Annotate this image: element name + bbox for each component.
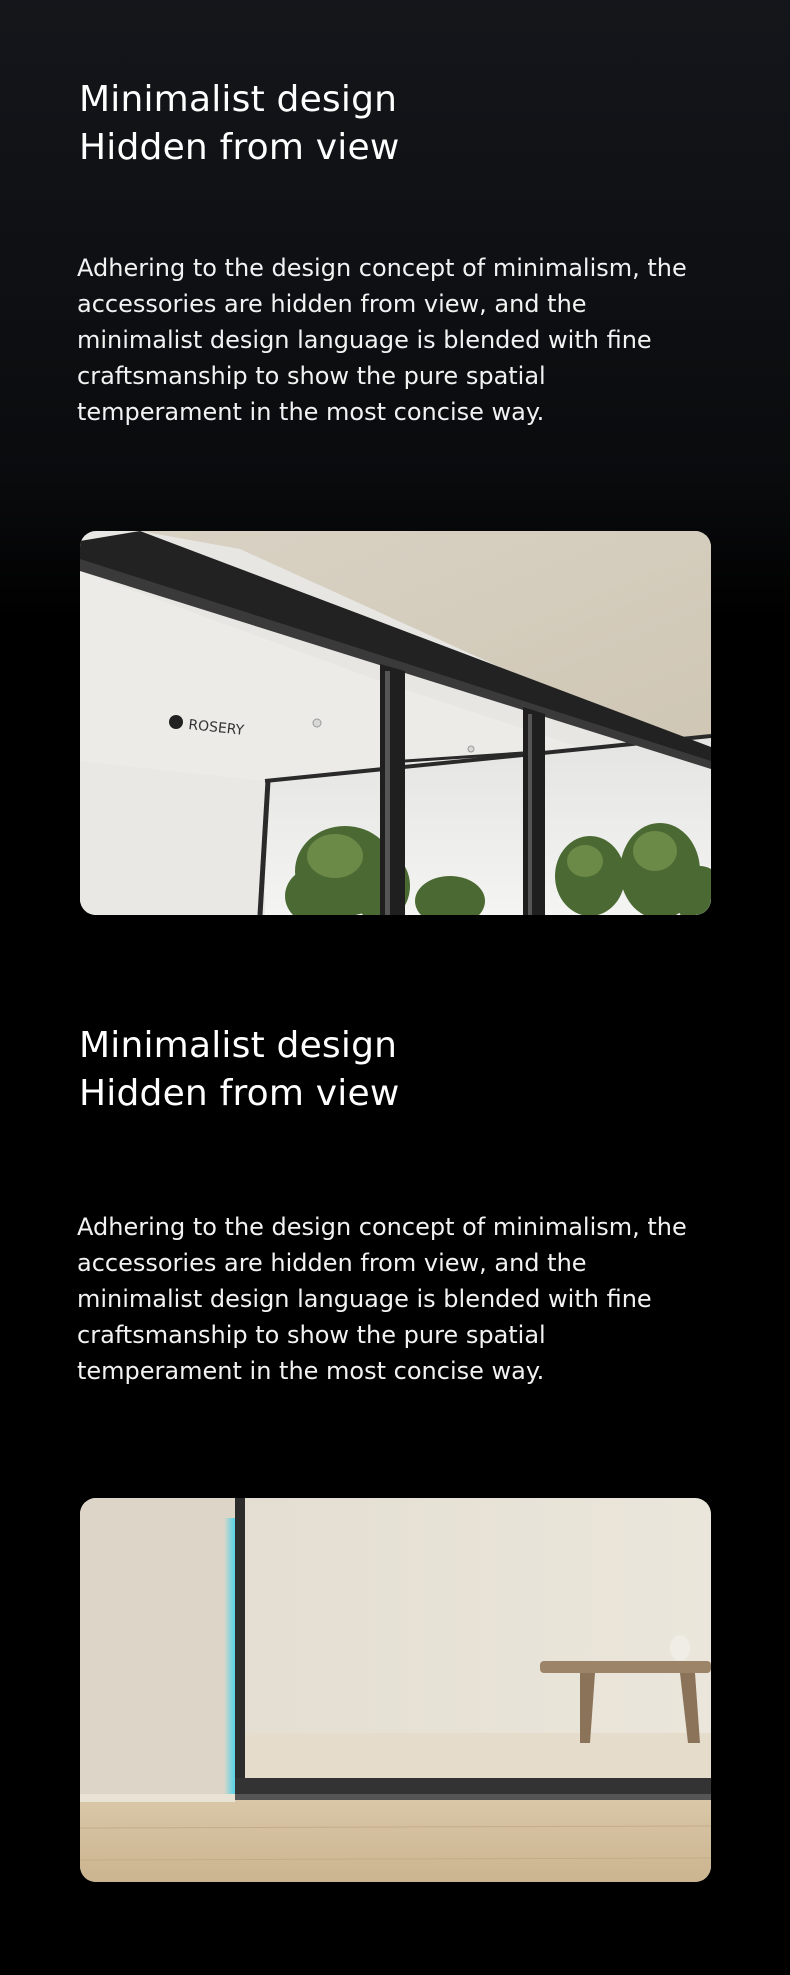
- description-line: minimalist design language is blended with fine: [77, 1285, 652, 1313]
- rosery-logo-mark: [169, 715, 183, 729]
- section-heading: [79, 76, 400, 172]
- sliding-door-floor-photo: [80, 1498, 711, 1882]
- brand-logo-text: ROSERY: [187, 717, 245, 739]
- section-heading: [79, 1022, 400, 1118]
- description-line: accessories are hidden from view, and the: [77, 290, 587, 318]
- ceiling-track-illustration: [80, 531, 711, 915]
- description-line: minimalist design language is blended with fine: [77, 326, 652, 354]
- heading-line-2: Hidden from view: [79, 1073, 400, 1114]
- description-line: temperament in the most concise way.: [77, 1357, 545, 1385]
- description-line: craftsmanship to show the pure spatial: [77, 1321, 546, 1349]
- heading-line-1: Minimalist design: [79, 79, 398, 120]
- description-line: Adhering to the design concept of minimalism, the: [77, 1213, 687, 1241]
- section-description: [77, 1209, 717, 1389]
- feature-section-1: [0, 0, 790, 960]
- description-line: Adhering to the design concept of minimalism, the: [77, 254, 687, 282]
- feature-section-2: [0, 950, 790, 1975]
- floor-track-illustration: [80, 1498, 711, 1882]
- description-line: temperament in the most concise way.: [77, 398, 545, 426]
- heading-line-2: Hidden from view: [79, 127, 400, 168]
- heading-line-1: Minimalist design: [79, 1025, 398, 1066]
- sliding-door-ceiling-photo: [80, 531, 711, 915]
- description-line: accessories are hidden from view, and the: [77, 1249, 587, 1277]
- section-description: [77, 250, 717, 430]
- description-line: craftsmanship to show the pure spatial: [77, 362, 546, 390]
